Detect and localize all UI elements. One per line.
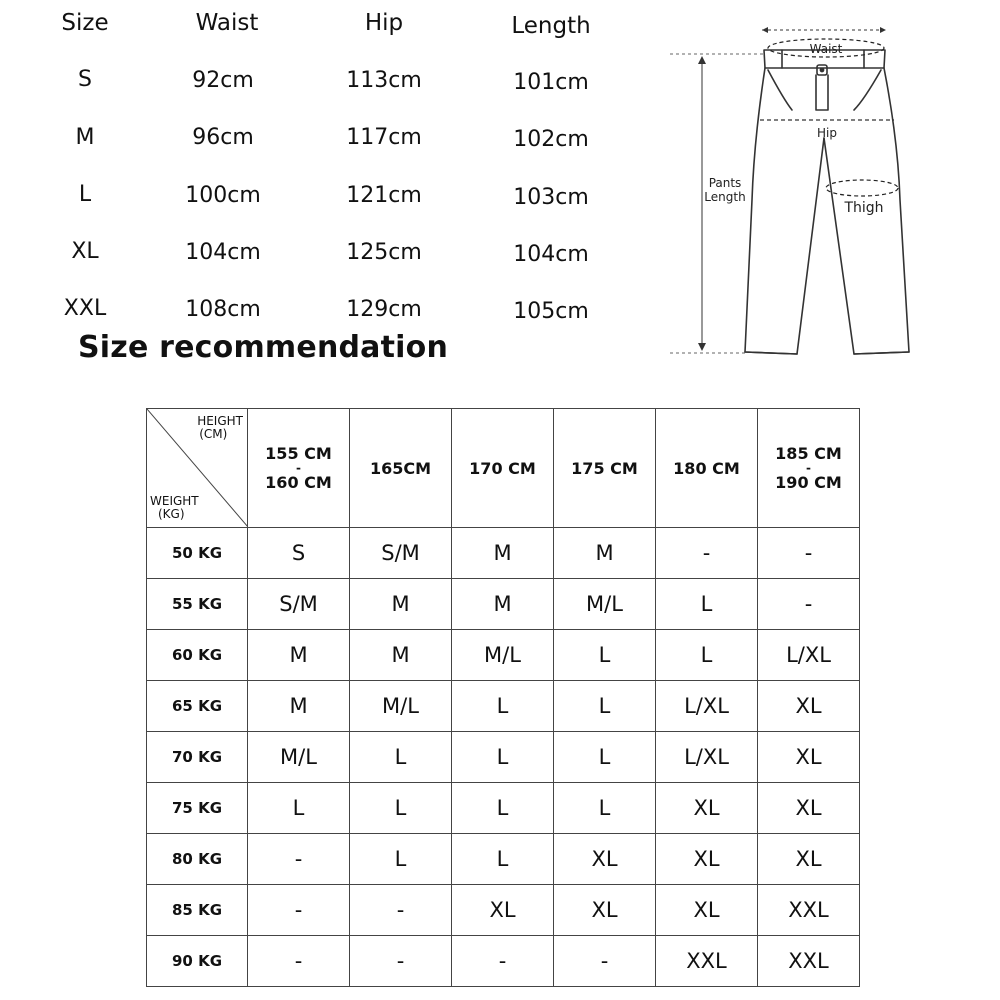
weight-row-header: 80 KG — [147, 834, 248, 885]
size-cell: M — [248, 630, 350, 681]
size-chart-header-size: Size — [61, 10, 109, 36]
size-cell: - — [758, 579, 860, 630]
size-cell: M — [248, 681, 350, 732]
size-chart-header-hip: Hip — [364, 10, 404, 36]
size-cell: XXL — [758, 885, 860, 936]
table-row — [147, 681, 860, 732]
size-cell: XL — [758, 681, 860, 732]
size-cell: M/L — [452, 630, 554, 681]
table-row — [147, 528, 860, 579]
size-cell: L — [656, 630, 758, 681]
size-cell: M — [554, 528, 656, 579]
size-chart-size-cell: XL — [71, 239, 99, 264]
corner-weight-text: WEIGHT — [150, 494, 199, 508]
size-cell: XL — [656, 783, 758, 834]
corner-height-text: HEIGHT — [197, 414, 243, 428]
size-chart-header-length: Length — [511, 13, 591, 39]
table-header-row — [147, 409, 860, 528]
size-recommendation-title: Size recommendation — [78, 330, 449, 365]
height-column-header — [248, 409, 350, 528]
size-chart-waist-cell: 92cm — [192, 68, 254, 93]
size-cell: M/L — [248, 732, 350, 783]
size-chart-size-cell: S — [78, 67, 92, 92]
weight-row-header: 65 KG — [147, 681, 248, 732]
height-header-top: 185 CM — [775, 444, 842, 463]
table-corner-cell — [147, 409, 248, 528]
diagram-label-waist: Waist — [809, 42, 843, 56]
pants-measurement-diagram — [664, 20, 1000, 370]
size-chart-hip-cell: 113cm — [346, 68, 422, 93]
size-chart-hip-cell: 129cm — [346, 297, 422, 322]
size-recommendation-table — [146, 408, 860, 987]
size-cell: - — [350, 885, 452, 936]
height-column-header — [656, 409, 758, 528]
size-chart-waist-cell: 100cm — [185, 183, 261, 208]
size-cell: - — [248, 834, 350, 885]
height-header-bottom: 190 CM — [775, 473, 842, 492]
size-chart-size-cell: L — [78, 182, 92, 207]
size-cell: XL — [758, 732, 860, 783]
size-cell: L — [452, 783, 554, 834]
table-row — [147, 936, 860, 987]
size-chart-length-cell: 103cm — [513, 185, 589, 210]
size-cell: L — [554, 681, 656, 732]
height-column-header — [554, 409, 656, 528]
size-cell: XL — [554, 885, 656, 936]
size-cell: - — [248, 936, 350, 987]
size-chart-length-cell: 102cm — [513, 127, 589, 152]
weight-row-header: 85 KG — [147, 885, 248, 936]
size-cell: M/L — [554, 579, 656, 630]
diagram-label-pants-length — [700, 176, 750, 204]
size-cell: L — [452, 681, 554, 732]
table-row — [147, 579, 860, 630]
size-cell: - — [248, 885, 350, 936]
table-row — [147, 732, 860, 783]
size-cell: L — [554, 732, 656, 783]
weight-row-header: 60 KG — [147, 630, 248, 681]
size-cell: M/L — [350, 681, 452, 732]
size-chart-length-cell: 104cm — [513, 242, 589, 267]
size-chart — [40, 0, 630, 340]
size-cell: L/XL — [656, 681, 758, 732]
size-chart-hip-cell: 117cm — [346, 125, 422, 150]
size-cell: S — [248, 528, 350, 579]
weight-row-header: 75 KG — [147, 783, 248, 834]
size-chart-waist-cell: 104cm — [185, 240, 261, 265]
weight-row-header: 55 KG — [147, 579, 248, 630]
table-row — [147, 630, 860, 681]
size-chart-hip-cell: 125cm — [346, 240, 422, 265]
size-chart-waist-cell: 96cm — [192, 125, 254, 150]
size-chart-header-waist: Waist — [195, 10, 259, 36]
table-row — [147, 885, 860, 936]
size-chart-size-cell: XXL — [63, 296, 107, 321]
table-row — [147, 783, 860, 834]
size-cell: XXL — [758, 936, 860, 987]
corner-weight-unit: (KG) — [158, 507, 185, 521]
size-cell: L — [554, 630, 656, 681]
size-cell: M — [350, 630, 452, 681]
corner-height-label — [197, 415, 243, 441]
size-cell: L — [452, 732, 554, 783]
height-header-separator: - — [296, 461, 301, 475]
height-header-bottom: 160 CM — [265, 473, 332, 492]
size-chart-hip-cell: 121cm — [346, 183, 422, 208]
height-header-top: 155 CM — [265, 444, 332, 463]
weight-row-header: 90 KG — [147, 936, 248, 987]
height-column-header — [758, 409, 860, 528]
size-cell: XL — [554, 834, 656, 885]
height-header-top: 175 CM — [571, 458, 638, 478]
size-cell: L/XL — [758, 630, 860, 681]
size-cell: - — [452, 936, 554, 987]
height-column-header — [452, 409, 554, 528]
size-cell: XL — [758, 783, 860, 834]
corner-height-unit: (CM) — [199, 427, 228, 441]
corner-weight-label — [150, 495, 199, 521]
size-cell: XL — [656, 885, 758, 936]
height-header-separator: - — [806, 461, 811, 475]
size-chart-length-cell: 105cm — [513, 299, 589, 324]
size-cell: S/M — [248, 579, 350, 630]
size-cell: L — [350, 783, 452, 834]
size-chart-waist-cell: 108cm — [185, 297, 261, 322]
size-cell: L — [350, 732, 452, 783]
diagram-label-thigh: Thigh — [844, 200, 884, 216]
height-header-top: 170 CM — [469, 458, 536, 478]
size-cell: L — [554, 783, 656, 834]
size-cell: M — [350, 579, 452, 630]
weight-row-header: 50 KG — [147, 528, 248, 579]
diagram-label-hip: Hip — [817, 126, 837, 140]
diagram-label-length: Length — [704, 190, 746, 204]
height-column-header — [350, 409, 452, 528]
table-body — [147, 528, 860, 987]
size-cell: XL — [656, 834, 758, 885]
size-cell: - — [350, 936, 452, 987]
height-header-top: 165CM — [369, 458, 432, 478]
size-cell: M — [452, 528, 554, 579]
size-cell: - — [758, 528, 860, 579]
diagram-label-pants: Pants — [708, 176, 742, 190]
size-cell: L/XL — [656, 732, 758, 783]
size-cell: S/M — [350, 528, 452, 579]
height-header-top: 180 CM — [673, 458, 740, 478]
table-row — [147, 834, 860, 885]
size-cell: M — [452, 579, 554, 630]
size-cell: - — [554, 936, 656, 987]
size-cell: L — [452, 834, 554, 885]
size-cell: L — [656, 579, 758, 630]
size-chart-length-cell: 101cm — [513, 70, 589, 95]
weight-row-header: 70 KG — [147, 732, 248, 783]
size-cell: XL — [758, 834, 860, 885]
size-cell: - — [656, 528, 758, 579]
size-cell: XL — [452, 885, 554, 936]
size-cell: L — [248, 783, 350, 834]
size-cell: XXL — [656, 936, 758, 987]
size-chart-size-cell: M — [75, 125, 95, 150]
size-cell: L — [350, 834, 452, 885]
